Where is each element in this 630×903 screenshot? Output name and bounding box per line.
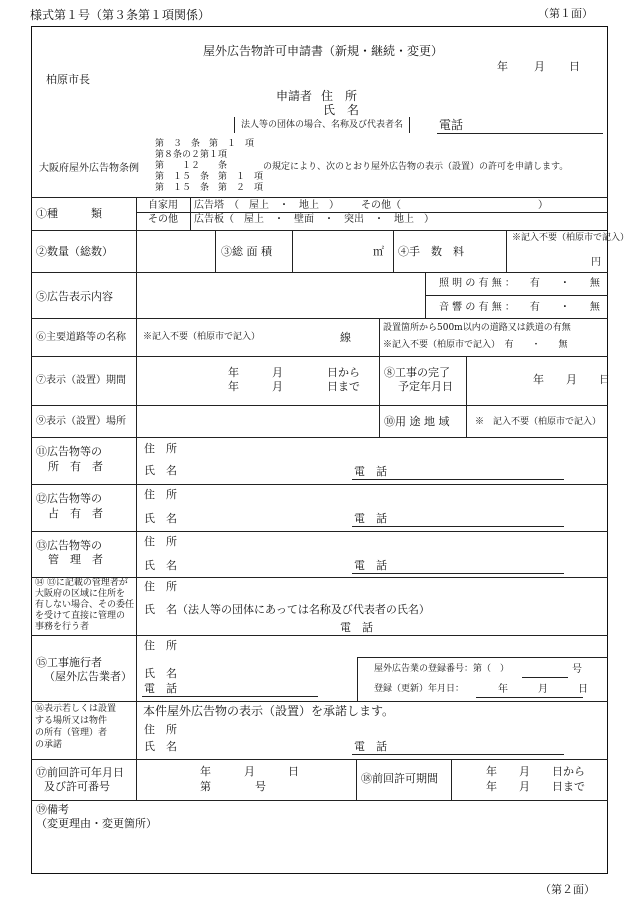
completion-label: ⑧工事の完了: [384, 366, 450, 379]
owner-phone-label: 電 話: [354, 465, 387, 478]
manager-sub-label: 管 理 者: [48, 553, 103, 566]
row1-label: ①種 類: [36, 207, 102, 220]
previous-date: 年 月 日: [200, 765, 299, 778]
owner-label: ⑪広告物等の: [36, 445, 102, 458]
kind-other-close: ）: [538, 200, 548, 211]
form-title: 屋外広告物許可申請書（新規・継続・変更）: [203, 44, 444, 58]
sound-option[interactable]: 音 響 の 有 無 ： 有 ・ 無: [439, 302, 600, 313]
fee-yen: 円: [591, 257, 601, 268]
board-options[interactable]: 広告板（ 屋上 ・ 壁面 ・ 突出 ・ 地上 ）: [194, 214, 434, 225]
road-label: ⑥主要道路等の名称: [36, 332, 126, 343]
date-year: 年: [497, 60, 508, 73]
form-frame: [31, 26, 608, 874]
manager-address-label: 住 所: [144, 535, 177, 548]
occupant-phone-label: 電 話: [354, 512, 387, 525]
ordinance-article-2: 第８条の２第１項: [155, 150, 228, 160]
contractor-label: ⑮工事施行者: [36, 656, 102, 669]
agent-label-5: 事務を行う者: [35, 622, 90, 632]
agent-label-2: 大阪府の区域に住所を: [35, 589, 126, 599]
contractor-name-label: 氏 名: [144, 667, 177, 680]
consent-address-label: 住 所: [144, 723, 177, 736]
within-500m-options[interactable]: ※記入不要（柏原市で記入） 有 ・ 無: [383, 340, 568, 350]
registration-date-label: 登録（更新）年月日：: [374, 684, 465, 694]
road-line-suffix: 線: [340, 331, 351, 344]
agent-label-1: ⑭ ⑬に記載の管理者が: [35, 578, 128, 588]
agent-address-label: 住 所: [144, 580, 177, 593]
road-note: ※記入不要（柏原市で記入）: [143, 332, 261, 342]
previous-sub-label: 及び許可番号: [44, 780, 110, 793]
page-number-bottom: （第２面）: [540, 883, 595, 896]
previous-label: ⑰前回許可年月日: [36, 766, 124, 779]
previous-period-label: ⑱前回許可期間: [361, 772, 438, 785]
area-label: ③総 面 積: [221, 245, 272, 258]
ordinance-article-5: 第 １５ 条 第 ２ 項: [155, 183, 264, 193]
kind-other-label: その他（: [361, 200, 401, 211]
period-from: 年 月 日から: [228, 366, 360, 379]
area-unit: ㎡: [373, 245, 384, 258]
owner-sub-label: 所 有 者: [48, 460, 103, 473]
applicant-phone-label: 電話: [439, 118, 464, 132]
completion-sub-label: 予定年月日: [398, 380, 453, 393]
fee-label: ④手 数 料: [398, 245, 464, 258]
manager-label: ⑬広告物等の: [36, 539, 102, 552]
remarks-label: ⑲備考: [36, 803, 69, 816]
zone-label: ⑩用 途 地 域: [384, 415, 450, 428]
consent-label-2: する場所又は物件: [35, 716, 108, 726]
date-month: 月: [534, 60, 545, 73]
registration-number-label: 屋外広告業の登録番号：第（ ）: [374, 664, 510, 674]
occupant-address-label: 住 所: [144, 488, 177, 501]
self-use-option[interactable]: 自家用: [148, 200, 178, 211]
ordinance-name: 大阪府屋外広告物条例: [39, 163, 139, 174]
applicant-address-label: 住 所: [321, 89, 358, 103]
applicant-phone-line: [437, 133, 603, 134]
previous-period-from: 年 月 日から: [486, 765, 585, 778]
agent-name-label: 氏 名（法人等の団体にあっては名称及び代表者の氏名）: [144, 603, 430, 616]
ordinance-article-1: 第 ３ 条 第 １ 項: [155, 139, 255, 149]
lighting-option[interactable]: 照 明 の 有 無 ： 有 ・ 無: [439, 278, 600, 289]
tower-options[interactable]: 広告塔 （ 屋上 ・ 地上 ）: [194, 200, 339, 211]
completion-date: 年 月 日: [533, 373, 610, 386]
period-label: ⑦表示（設置）期間: [36, 375, 126, 386]
period-to: 年 月 日まで: [228, 380, 360, 393]
remarks-sub-label: （変更理由・変更箇所）: [36, 817, 157, 830]
date-day: 日: [569, 60, 580, 73]
consent-phone-label: 電 話: [354, 740, 387, 753]
agent-label-4: を受けて直接に管理の: [35, 611, 126, 621]
consent-label-1: ⑯表示若しくは設置: [35, 704, 117, 714]
consent-label-3: の所有（管理）者: [35, 728, 108, 738]
occupant-name-label: 氏 名: [144, 512, 177, 525]
form-number-label: 様式第１号（第３条第１項関係）: [30, 8, 211, 22]
other-use-option[interactable]: その他: [148, 214, 178, 225]
applicant-name-label: 氏 名: [323, 103, 360, 117]
agent-phone-label: 電 話: [340, 621, 373, 634]
manager-name-label: 氏 名: [144, 559, 177, 572]
registration-go: 号: [572, 664, 582, 675]
owner-name-label: 氏 名: [144, 464, 177, 477]
owner-address-label: 住 所: [144, 442, 177, 455]
contractor-phone-label: 電 話: [144, 682, 177, 695]
zone-note: ※ 記入不要（柏原市で記入）: [475, 417, 602, 427]
previous-period-to: 年 月 日まで: [486, 780, 585, 793]
ordinance-article-4: 第 １５ 条 第 １ 項: [155, 172, 264, 182]
contractor-sub-label: （屋外広告業者）: [44, 670, 132, 683]
previous-number: 第 号: [200, 780, 266, 793]
registration-date-fields: 年 月 日: [498, 684, 588, 695]
applicant-label: 申請者: [276, 89, 313, 103]
agent-label-3: 有しない場合、その委任: [35, 600, 135, 610]
page-number-top: （第１面）: [538, 7, 593, 20]
ordinance-article-3: 第 １２ 条: [155, 161, 228, 171]
quantity-label: ②数量（総数）: [36, 245, 113, 258]
within-500m-label: 設置箇所から500m以内の道路又は鉄道の有無: [383, 323, 571, 333]
consent-label-4: の承諾: [35, 740, 63, 750]
addressee: 柏原市長: [46, 73, 90, 86]
location-label: ⑨表示（設置）場所: [36, 416, 126, 427]
contractor-address-label: 住 所: [144, 639, 177, 652]
applicant-bracket-note: 法人等の団体の場合、名称及び代表者名: [234, 117, 410, 133]
fee-note: ※記入不要（柏原市で記入）: [512, 233, 630, 243]
occupant-sub-label: 占 有 者: [48, 507, 103, 520]
occupant-label: ⑫広告物等の: [36, 492, 102, 505]
content-label: ⑤広告表示内容: [36, 290, 113, 303]
consent-statement: 本件屋外広告物の表示（設置）を承諾します。: [143, 704, 395, 718]
ordinance-statement: の規定により、次のとおり屋外広告物の表示（設置）の許可を申請します。: [263, 162, 569, 172]
manager-phone-label: 電 話: [354, 559, 387, 572]
consent-name-label: 氏 名: [144, 740, 177, 753]
